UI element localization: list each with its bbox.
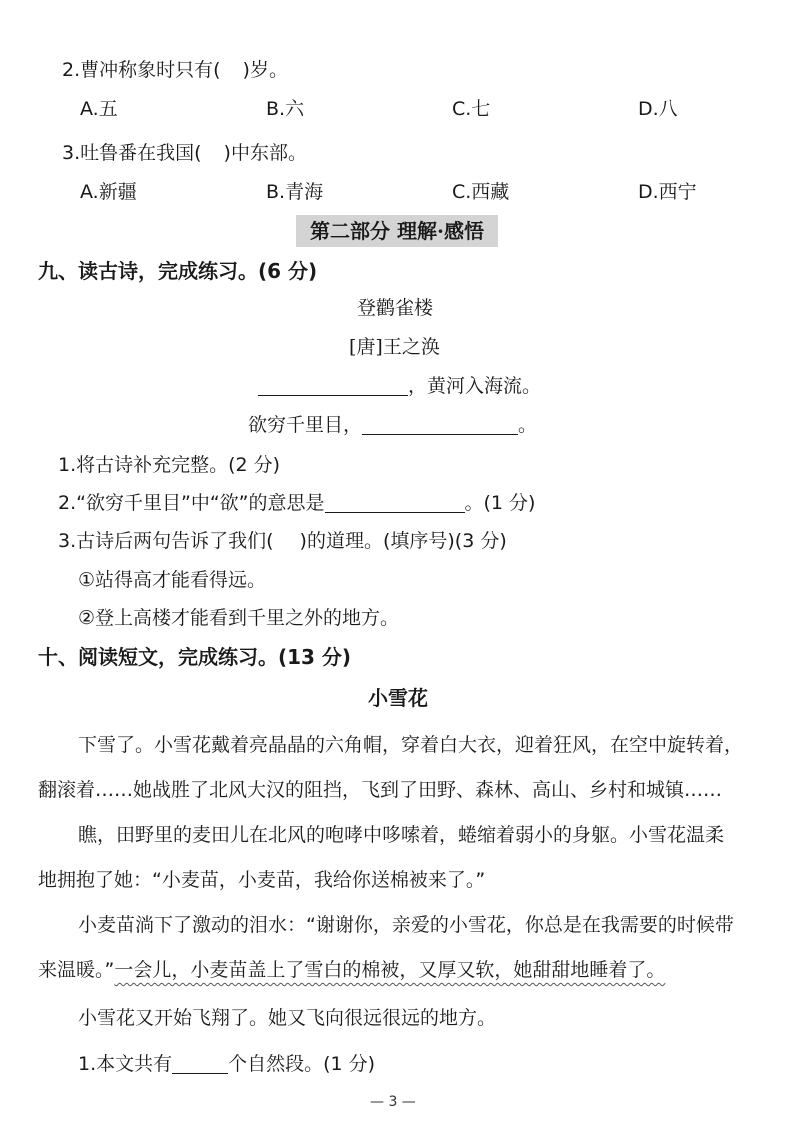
s9-question-2 xyxy=(58,491,535,515)
answer-blank[interactable] xyxy=(325,492,465,513)
poem-line-2-head: 欲穷千里目， xyxy=(248,414,363,436)
s9-question-1: 1.将古诗补充完整。(2 分) xyxy=(58,454,281,476)
answer-blank[interactable] xyxy=(172,1053,228,1074)
question-2-stem xyxy=(62,58,288,82)
poem-line-2-tail: 。 xyxy=(518,414,538,436)
q3-option-d: D.西宁 xyxy=(638,181,697,203)
q2-option-c: C.七 xyxy=(452,98,491,120)
passage-p2-line2: 地拥抱了她：“小麦苗，小麦苗，我给你送棉被来了。” xyxy=(38,869,486,891)
q2-option-a: A.五 xyxy=(80,98,118,120)
passage-p3-line1: 小麦苗淌下了激动的泪水：“谢谢你，亲爱的小雪花，你总是在我需要的时候带 xyxy=(78,914,734,936)
poem-title: 登鹳雀楼 xyxy=(357,297,434,319)
passage-p1-line1: 下雪了。小雪花戴着亮晶晶的六角帽，穿着白大衣，迎着狂风，在空中旋转着， xyxy=(78,734,744,756)
wavy-underlined-sentence: 一会儿，小麦苗盖上了雪白的棉被，又厚又软，她甜甜地睡着了。 xyxy=(114,959,666,981)
q3-option-a: A.新疆 xyxy=(80,181,137,203)
s9-question-3-b: )的道理。(填序号)(3 分) xyxy=(299,530,507,552)
q3-option-b: B.青海 xyxy=(266,181,324,203)
poem-line-2 xyxy=(248,413,537,437)
poem-line-1-tail: ，黄河入海流。 xyxy=(408,375,542,397)
poem-line-1 xyxy=(258,374,541,398)
question-2-stem-b: )岁。 xyxy=(242,59,288,81)
page-number: — 3 — xyxy=(370,1094,416,1110)
passage-p4-line1: 小雪花又开始飞翔了。她又飞向很远很远的地方。 xyxy=(78,1007,497,1029)
poem-blank-2[interactable] xyxy=(362,414,518,435)
s9-choice-2: ②登上高楼才能看到千里之外的地方。 xyxy=(78,607,400,629)
s10-question-1-a: 1.本文共有 xyxy=(78,1053,173,1075)
passage-p3-line2-a: 来温暖。” xyxy=(38,959,115,981)
s10-question-1 xyxy=(78,1052,375,1076)
poem-blank-1[interactable] xyxy=(258,375,408,396)
poem-author: [唐]王之涣 xyxy=(349,336,440,358)
s9-question-3 xyxy=(58,529,507,553)
question-3-stem-a: 3.吐鲁番在我国( xyxy=(62,142,202,164)
question-3-stem xyxy=(62,141,307,165)
s10-question-1-b: 个自然段。(1 分) xyxy=(228,1053,376,1075)
question-2-stem-a: 2.曹冲称象时只有( xyxy=(62,59,221,81)
section-10-heading: 十、阅读短文，完成练习。(13 分) xyxy=(38,645,352,669)
question-3-stem-b: )中东部。 xyxy=(223,142,307,164)
passage-title: 小雪花 xyxy=(368,686,428,710)
s9-question-3-a: 3.古诗后两句告诉了我们( xyxy=(58,530,274,552)
passage-p2-line1: 瞧，田野里的麦田儿在北风的咆哮中哆嗦着，蜷缩着弱小的身躯。小雪花温柔 xyxy=(78,824,725,846)
q2-option-d: D.八 xyxy=(638,98,678,120)
passage-p3-line2 xyxy=(38,958,665,982)
s9-question-2-a: 2.“欲穷千里目”中“欲”的意思是 xyxy=(58,492,325,514)
q3-option-c: C.西藏 xyxy=(452,181,510,203)
passage-p1-line2: 翻滚着……她战胜了北风大汉的阻挡，飞到了田野、森林、高山、乡村和城镇…… xyxy=(38,779,723,801)
s9-choice-1: ①站得高才能看得远。 xyxy=(78,569,267,591)
part-2-banner: 第二部分 理解·感悟 xyxy=(296,215,498,247)
q2-option-b: B.六 xyxy=(266,98,305,120)
section-9-heading: 九、读古诗，完成练习。(6 分) xyxy=(38,259,318,283)
s9-question-2-b: 。(1 分) xyxy=(464,492,536,514)
